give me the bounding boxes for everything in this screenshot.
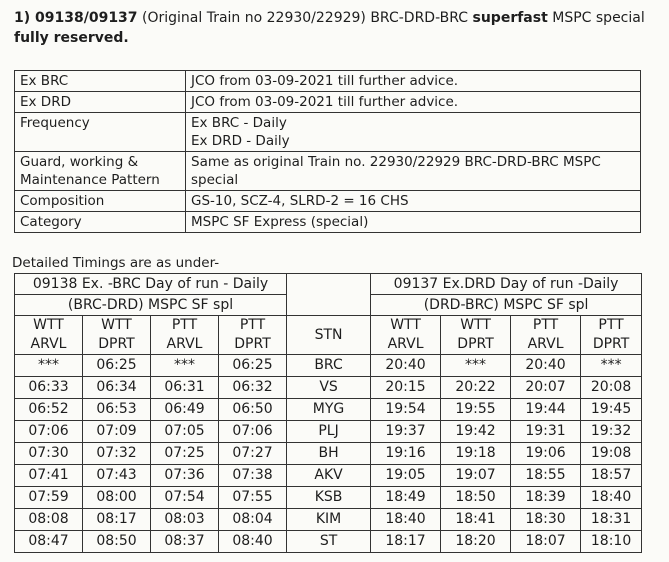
column-header	[581, 316, 642, 355]
time-cell: 06:49	[151, 399, 219, 421]
timing-row	[15, 443, 642, 465]
time-cell: 18:30	[511, 509, 581, 531]
original-train-text: (Original Train no 22930/22929) BRC-DRD-BRC	[142, 10, 469, 26]
time-cell: 19:31	[511, 421, 581, 443]
time-cell: 06:31	[151, 377, 219, 399]
heading-line-2: fully reserved.	[14, 30, 129, 46]
time-cell: 08:08	[15, 509, 83, 531]
time-cell: 07:05	[151, 421, 219, 443]
timings-heading: Detailed Timings are as under-	[12, 255, 220, 271]
time-cell: 18:50	[441, 487, 511, 509]
column-header	[83, 316, 151, 355]
timing-row	[15, 465, 642, 487]
column-header-line: ARVL	[166, 336, 203, 352]
time-cell: 19:44	[511, 399, 581, 421]
station-code-cell: KSB	[287, 487, 371, 509]
time-cell: 08:03	[151, 509, 219, 531]
document-heading	[14, 8, 654, 48]
column-header-line: PTT	[239, 317, 266, 333]
timing-row	[15, 377, 642, 399]
timing-column-header-row	[15, 316, 642, 355]
station-code-cell: MYG	[287, 399, 371, 421]
time-cell: 19:54	[371, 399, 441, 421]
time-cell: 19:42	[441, 421, 511, 443]
info-row	[15, 191, 641, 212]
info-key: Category	[15, 212, 186, 233]
timings-table	[14, 273, 642, 553]
timing-row	[15, 487, 642, 509]
info-value-line: Ex BRC - Daily	[191, 115, 287, 131]
time-cell: 08:04	[219, 509, 287, 531]
time-cell: 06:50	[219, 399, 287, 421]
info-row	[15, 152, 641, 191]
time-cell: 07:06	[219, 421, 287, 443]
column-header-line: PTT	[532, 317, 559, 333]
info-value	[186, 212, 641, 233]
info-value-line: Ex DRD - Daily	[191, 133, 290, 149]
timing-row	[15, 399, 642, 421]
column-header	[371, 316, 441, 355]
time-cell: 19:07	[441, 465, 511, 487]
time-cell: 07:09	[83, 421, 151, 443]
column-header-line: ARVL	[527, 336, 564, 352]
time-cell: 20:07	[511, 377, 581, 399]
time-cell: 20:08	[581, 377, 642, 399]
station-code-cell: ST	[287, 531, 371, 553]
column-header	[151, 316, 219, 355]
station-code-cell: VS	[287, 377, 371, 399]
time-cell: 19:05	[371, 465, 441, 487]
column-header-line: WTT	[101, 317, 132, 333]
time-cell: 18:55	[511, 465, 581, 487]
info-value	[186, 152, 641, 191]
info-key: Frequency	[15, 113, 186, 152]
special-label: MSPC special	[552, 10, 645, 26]
time-cell: 20:15	[371, 377, 441, 399]
column-header-line: DPRT	[457, 336, 494, 352]
info-row	[15, 92, 641, 113]
time-cell: 18:40	[581, 487, 642, 509]
column-header-stn: STN	[287, 316, 371, 355]
info-key: Guard, working & Maintenance Pattern	[15, 152, 186, 191]
time-cell: 18:07	[511, 531, 581, 553]
time-cell: 07:38	[219, 465, 287, 487]
right-train-subtitle: (DRD-BRC) MSPC SF spl	[371, 295, 642, 316]
time-cell: 07:43	[83, 465, 151, 487]
station-code-cell: PLJ	[287, 421, 371, 443]
column-header-line: DPRT	[234, 336, 271, 352]
timing-row	[15, 421, 642, 443]
time-cell: 08:47	[15, 531, 83, 553]
info-value-line: JCO from 03-09-2021 till further advice.	[191, 73, 459, 89]
time-cell: 18:17	[371, 531, 441, 553]
time-cell: 18:41	[441, 509, 511, 531]
column-header-line: PTT	[171, 317, 198, 333]
time-cell: 06:25	[219, 355, 287, 377]
time-cell: 20:22	[441, 377, 511, 399]
info-row	[15, 212, 641, 233]
column-header-line: WTT	[33, 317, 64, 333]
time-cell: 06:32	[219, 377, 287, 399]
time-cell: 07:06	[15, 421, 83, 443]
info-row	[15, 71, 641, 92]
time-cell: 20:40	[371, 355, 441, 377]
column-header-line: WTT	[390, 317, 421, 333]
info-value-line: Same as original Train no. 22930/22929 BRC-DRD-BRC MSPC special	[191, 154, 601, 188]
timing-row	[15, 531, 642, 553]
timing-row	[15, 355, 642, 377]
time-cell: 08:40	[219, 531, 287, 553]
time-cell: 19:16	[371, 443, 441, 465]
station-code-cell: BH	[287, 443, 371, 465]
station-code-cell: BRC	[287, 355, 371, 377]
column-header-line: WTT	[460, 317, 491, 333]
column-header-line: DPRT	[98, 336, 135, 352]
left-train-title: 09138 Ex. -BRC Day of run - Daily	[15, 274, 287, 295]
info-value-line: MSPC SF Express (special)	[191, 214, 369, 230]
time-cell: 08:37	[151, 531, 219, 553]
time-cell: 07:41	[15, 465, 83, 487]
info-key: Composition	[15, 191, 186, 212]
time-cell: 08:50	[83, 531, 151, 553]
column-header-line: ARVL	[387, 336, 424, 352]
station-code-cell: AKV	[287, 465, 371, 487]
info-key: Ex BRC	[15, 71, 186, 92]
time-cell: 06:34	[83, 377, 151, 399]
time-cell: 06:53	[83, 399, 151, 421]
info-value	[186, 113, 641, 152]
column-header-line: ARVL	[30, 336, 67, 352]
info-value	[186, 191, 641, 212]
time-cell: 07:54	[151, 487, 219, 509]
time-cell: 18:31	[581, 509, 642, 531]
time-cell: 07:30	[15, 443, 83, 465]
title-spacer	[287, 274, 371, 316]
time-cell: 07:36	[151, 465, 219, 487]
time-cell: 07:55	[219, 487, 287, 509]
time-cell: 19:37	[371, 421, 441, 443]
time-cell: 20:40	[511, 355, 581, 377]
time-cell: 07:25	[151, 443, 219, 465]
time-cell: 06:25	[83, 355, 151, 377]
time-cell: 19:06	[511, 443, 581, 465]
info-key: Ex DRD	[15, 92, 186, 113]
time-cell: 18:10	[581, 531, 642, 553]
time-cell: 18:57	[581, 465, 642, 487]
superfast-label: superfast	[472, 10, 548, 26]
time-cell: 19:55	[441, 399, 511, 421]
time-cell: 19:08	[581, 443, 642, 465]
column-header	[219, 316, 287, 355]
timing-title-row-1	[15, 274, 642, 295]
timing-row	[15, 509, 642, 531]
time-cell: 18:39	[511, 487, 581, 509]
right-train-title: 09137 Ex.DRD Day of run -Daily	[371, 274, 642, 295]
train-info-table	[14, 70, 641, 233]
time-cell: 07:32	[83, 443, 151, 465]
time-cell: 08:17	[83, 509, 151, 531]
time-cell: ***	[581, 355, 642, 377]
time-cell: 06:52	[15, 399, 83, 421]
info-value	[186, 71, 641, 92]
train-numbers: 1) 09138/09137	[14, 10, 138, 26]
info-row	[15, 113, 641, 152]
station-code-cell: KIM	[287, 509, 371, 531]
heading-line-1	[14, 8, 654, 28]
column-header-line: PTT	[598, 317, 624, 333]
time-cell: ***	[15, 355, 83, 377]
left-train-subtitle: (BRC-DRD) MSPC SF spl	[15, 295, 287, 316]
time-cell: 18:40	[371, 509, 441, 531]
time-cell: 18:49	[371, 487, 441, 509]
time-cell: 19:45	[581, 399, 642, 421]
info-value-line: GS-10, SCZ-4, SLRD-2 = 16 CHS	[191, 193, 409, 209]
time-cell: 19:32	[581, 421, 642, 443]
column-header	[441, 316, 511, 355]
time-cell: 19:18	[441, 443, 511, 465]
column-header	[511, 316, 581, 355]
info-value	[186, 92, 641, 113]
time-cell: ***	[151, 355, 219, 377]
column-header-line: DPRT	[592, 336, 630, 352]
time-cell: 18:20	[441, 531, 511, 553]
time-cell: 07:59	[15, 487, 83, 509]
column-header	[15, 316, 83, 355]
time-cell: 08:00	[83, 487, 151, 509]
time-cell: 07:27	[219, 443, 287, 465]
time-cell: ***	[441, 355, 511, 377]
info-value-line: JCO from 03-09-2021 till further advice.	[191, 94, 459, 110]
time-cell: 06:33	[15, 377, 83, 399]
